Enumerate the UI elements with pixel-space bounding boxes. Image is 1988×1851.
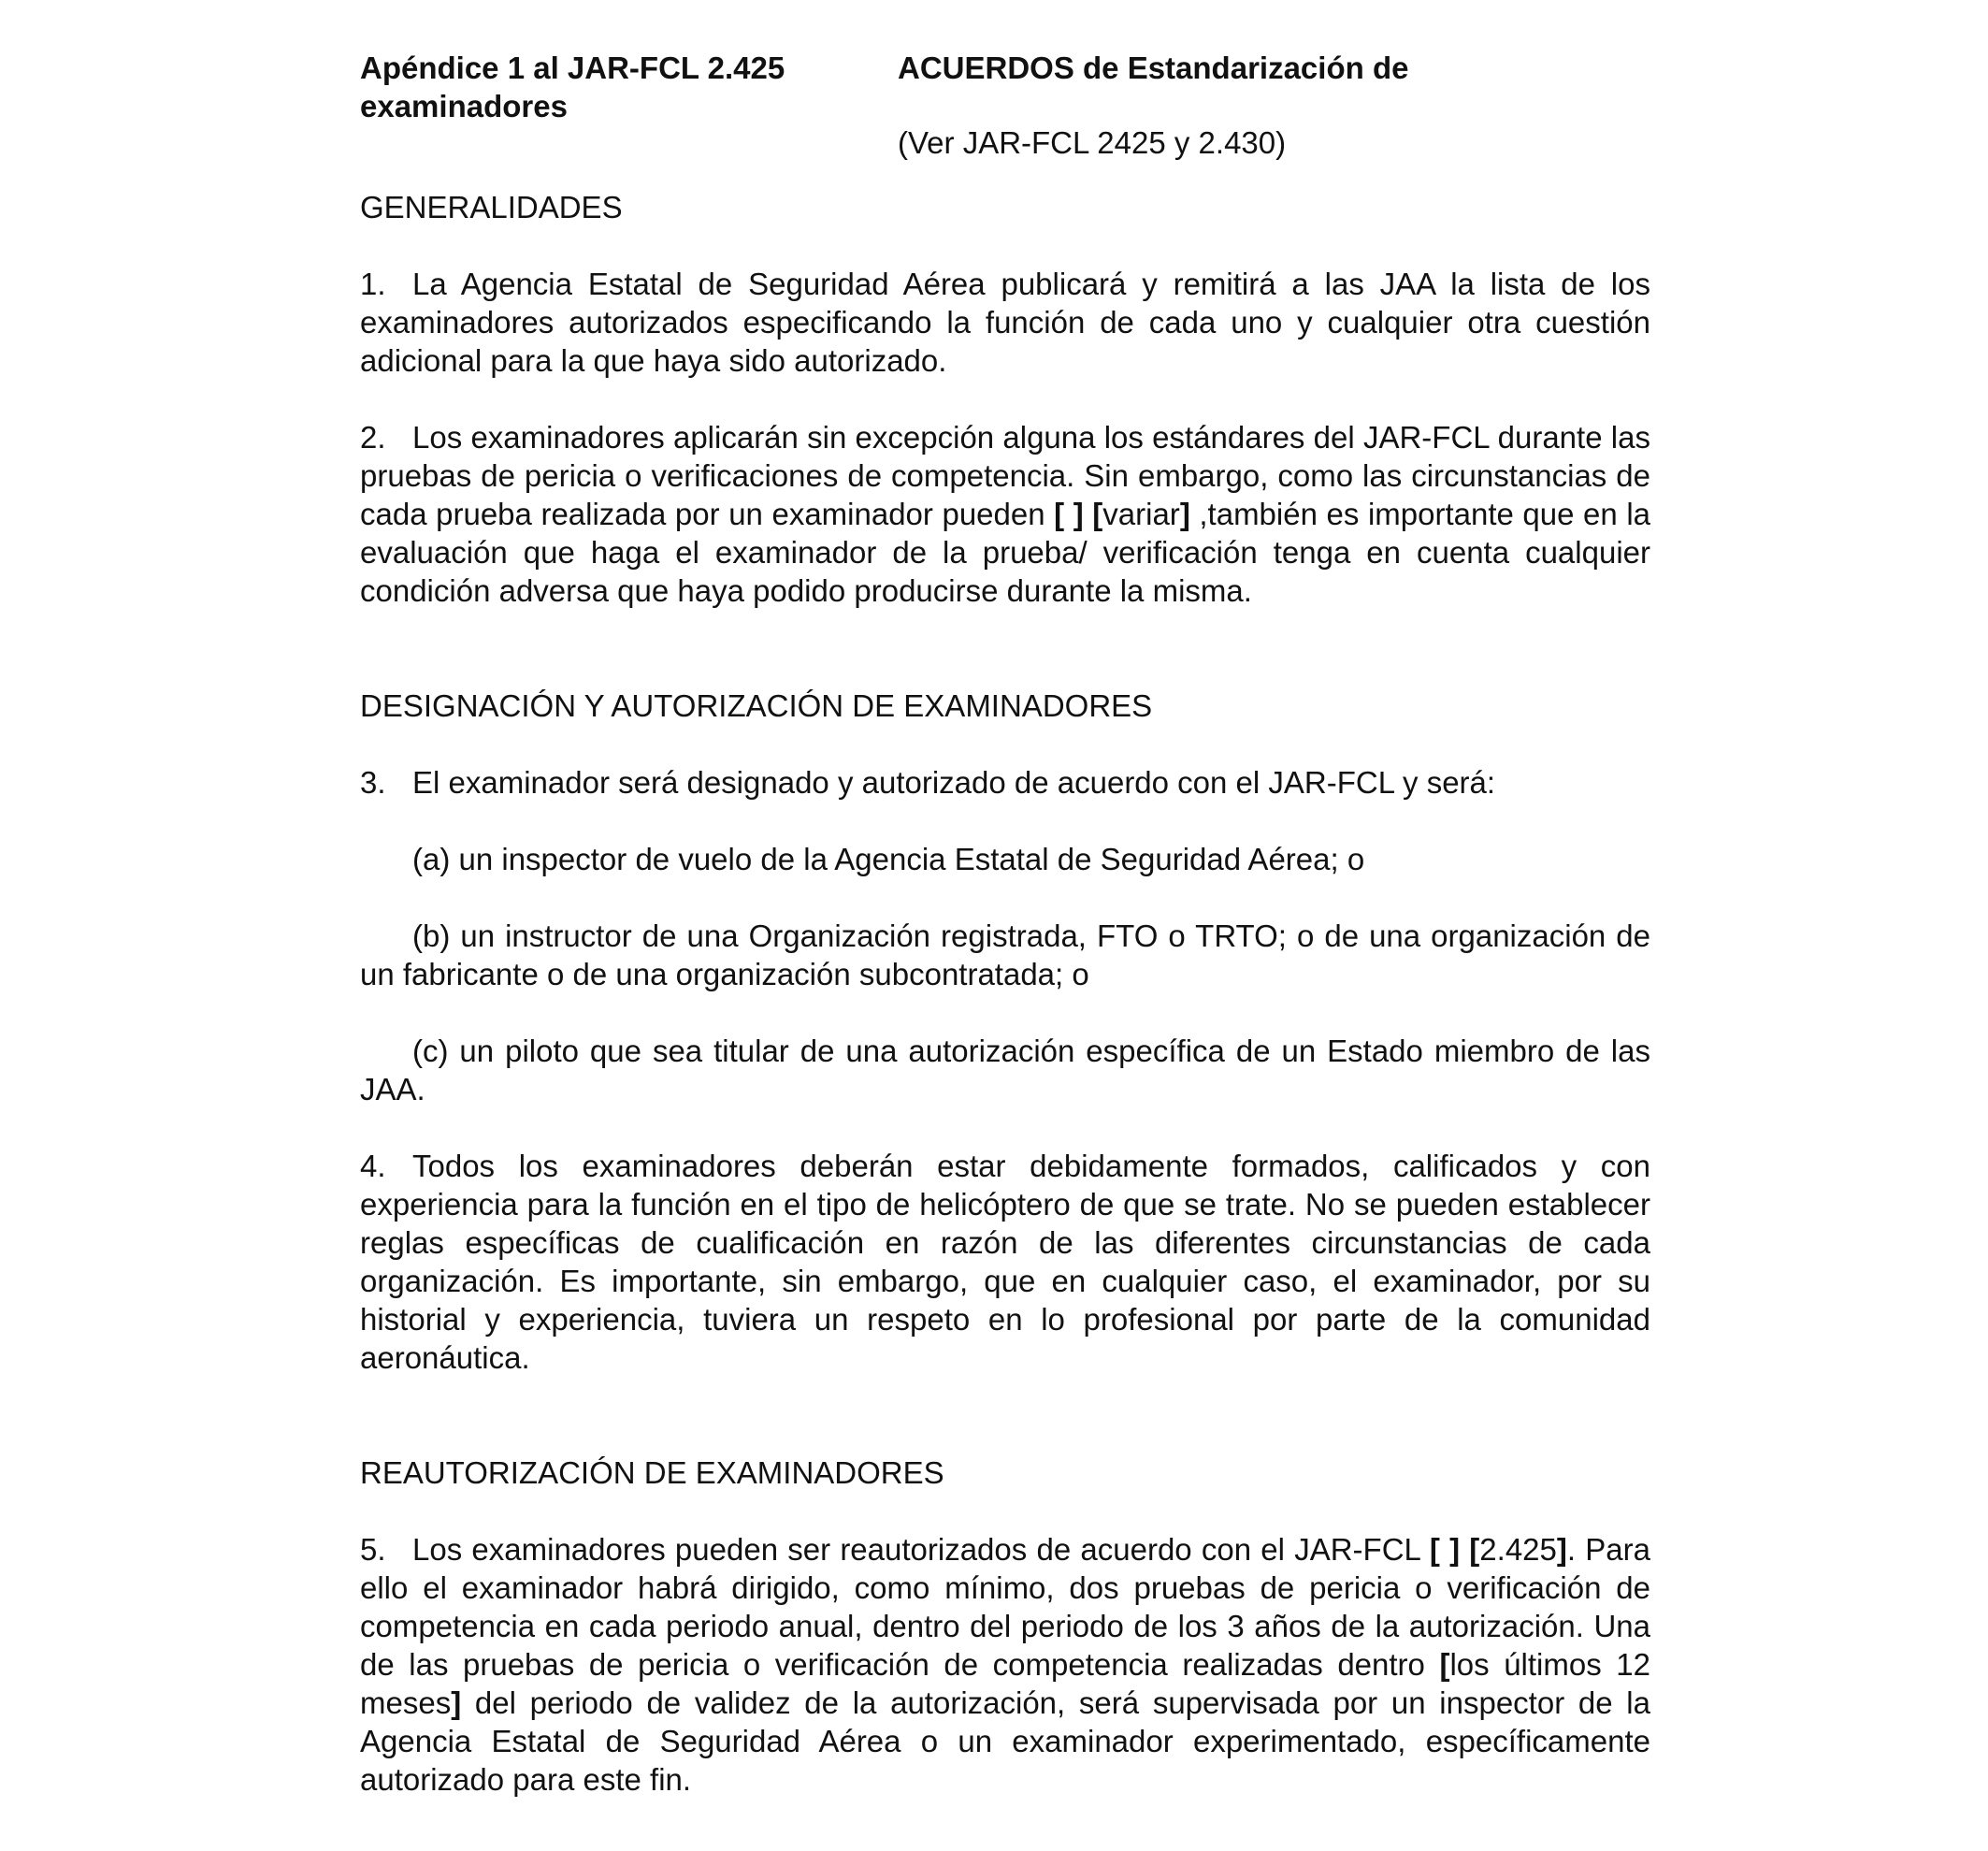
list-item-a: (a) un inspector de vuelo de la Agencia Estatal de Seguridad Aérea; o [412, 842, 1365, 876]
list-item-c: (c) un piloto que sea titular de una autorización específica de un Estado miembro de las JAA. [360, 1034, 1650, 1106]
paragraph-number: 4. [360, 1149, 386, 1183]
amendment-bracket-close: ] [1179, 497, 1190, 531]
paragraph-number: 2. [360, 420, 386, 455]
paragraph-3 [360, 763, 1650, 802]
paragraph-5 [360, 1530, 1650, 1799]
section-title-designacion: DESIGNACIÓN Y AUTORIZACIÓN DE EXAMINADORES [360, 688, 1153, 723]
paragraph-text: El examinador será designado y autorizado de acuerdo con el JAR-FCL y será: [412, 765, 1496, 800]
amendment-bracket-close: ] [1556, 1532, 1567, 1567]
paragraph-1 [360, 265, 1650, 380]
amendment-bracket-open: [ [1092, 497, 1103, 531]
section-title-reautorizacion: REAUTORIZACIÓN DE EXAMINADORES [360, 1455, 944, 1490]
paragraph-text: Los examinadores pueden ser reautorizados de acuerdo con el JAR-FCL [412, 1532, 1430, 1567]
paragraph-4 [360, 1147, 1650, 1377]
paragraph-text: Todos los examinadores deberán estar debidamente formados, calificados y con experiencia para la función en el tipo de helicóptero de que se trate. No se pueden establecer reglas específicas de cualificación en razón de las diferentes circunstancias de cada organización. Es importante, sin embargo, que en cualquier caso, el examinador, por su historial y experiencia, tuviera un respeto en lo profesional por parte de la comunidad aeronáutica. [360, 1149, 1650, 1375]
appendix-title: Apéndice 1 al JAR-FCL 2.425 examinadores [360, 51, 785, 123]
paragraph-number: 3. [360, 765, 386, 800]
paragraph-text: ,también es importante que en la evaluación que haga el examinador de la prueba/ verificación tenga en cuenta cualquier condición adversa que haya podido producirse durante la misma. [360, 497, 1651, 608]
paragraph-text: Los examinadores aplicarán sin excepción alguna los estándares del JAR-FCL durante las pruebas de pericia o verificaciones de competencia. Sin embargo, como las circunstancias de cada prueba realizada por un examinador pueden [360, 420, 1650, 531]
document-header [360, 28, 1650, 160]
paragraph-2 [360, 418, 1650, 610]
amendment-bracket-open: [ [1439, 1647, 1450, 1682]
list-item-b: (b) un instructor de una Organización registrada, FTO o TRTO; o de una organización de un fabricante o de una organización subcontratada; o [360, 918, 1650, 991]
amendment-bracket-empty: [ ] [1054, 497, 1084, 531]
paragraph-text: del periodo de validez de la autorización, será supervisada por un inspector de la Agencia Estatal de Seguridad Aérea o un examinador experimentado, específicamente autorizado para este fin. [360, 1685, 1650, 1797]
amendment-text: variar [1102, 497, 1180, 531]
amendment-bracket-close: ] [451, 1685, 462, 1720]
section-title-generalidades: GENERALIDADES [360, 190, 623, 224]
agreements-title: ACUERDOS de Estandarización de [898, 51, 1409, 85]
paragraph-text: La Agencia Estatal de Seguridad Aérea publicará y remitirá a las JAA la lista de los examinadores autorizados especificando la función de cada uno y cualquier otra cuestión adicional para la que haya sido autorizado. [360, 267, 1650, 378]
paragraph-number: 5. [360, 1532, 386, 1567]
paragraph-number: 1. [360, 267, 386, 301]
paragraph-text: . Para ello el examinador habrá dirigido, como mínimo, dos pruebas de pericia o verificación de competencia en cada periodo anual, dentro del periodo de los 3 años de la autorización. Una de las pruebas de pericia o verificación de competencia realizadas dentro [360, 1532, 1650, 1682]
amendment-bracket-empty: [ ] [1429, 1532, 1461, 1567]
amendment-text: 2.425 [1479, 1532, 1557, 1567]
document-page [360, 28, 1650, 1799]
reference-note: (Ver JAR-FCL 2425 y 2.430) [898, 125, 1287, 160]
amendment-text: los últimos 12 meses [360, 1647, 1650, 1720]
amendment-bracket-open: [ [1469, 1532, 1480, 1567]
